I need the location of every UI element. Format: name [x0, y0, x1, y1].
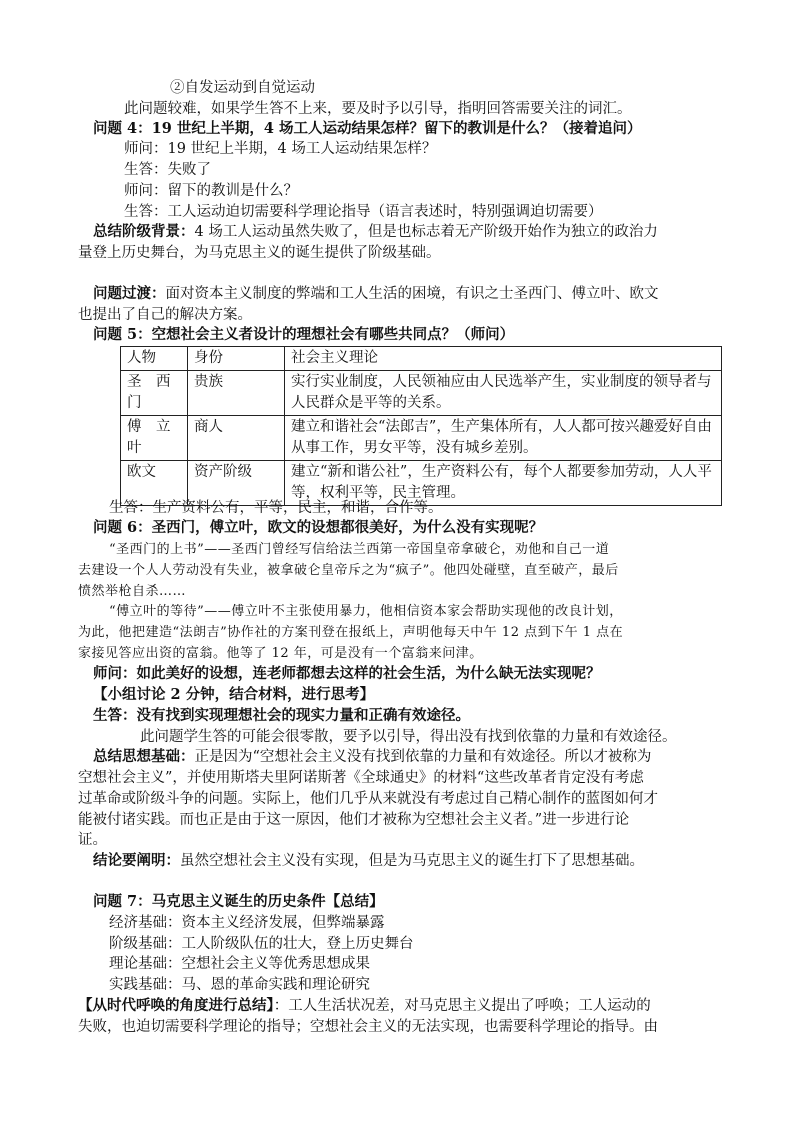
table-cell: 资产阶级 — [188, 461, 285, 506]
text-line: 生答：生产资料公有，平等，民主，和谐，合作等。 — [109, 500, 443, 516]
text-line: 过革命或阶级斗争的问题。实际上，他们几乎从来就没有考虑过自己精心制作的蓝图如何才 — [78, 791, 658, 807]
table-row — [121, 416, 722, 461]
text-line: 也提出了自己的解决方案。 — [78, 307, 252, 323]
summary-text: 4 场工人运动虽然失败了，但是也标志着无产阶级开始作为独立的政治力 — [194, 224, 658, 240]
question-5-heading: 问题 5：空想社会主义者设计的理想社会有哪些共同点？（师问） — [93, 326, 515, 343]
text-line: 空想社会主义”，并使用斯塔夫里阿诺斯著《全球通史》的材料“这些改革者肯定没有考虑 — [78, 770, 644, 786]
teacher-question: 师问：如此美好的设想，连老师都想去这样的社会生活，为什么缺无法实现呢？ — [93, 665, 601, 682]
question-7-heading: 问题 7：马克思主义诞生的历史条件【总结】 — [93, 893, 384, 910]
summary-text: 正是因为“空想社会主义没有找到依靠的力量和有效途径。所以才被称为 — [194, 749, 652, 765]
table-row — [121, 371, 722, 416]
table-header: 人物 — [121, 347, 188, 371]
summary-label: 【从时代呼唤的角度进行总结】 — [78, 997, 274, 1014]
table-cell: 傅 立叶 — [121, 416, 188, 461]
material-line: “傅立叶的等待”——傅立叶不主张使用暴力，他相信资本家会帮助实现他的改良计划， — [109, 604, 623, 619]
table-cell: 实行实业制度，人民领袖应由人民选举产生，实业制度的领导者与人民群众是平等的关系。 — [285, 371, 722, 416]
table-cell: 圣 西门 — [121, 371, 188, 416]
text-line: 此问题学生答的可能会很零散，要予以引导，得出没有找到依靠的力量和有效途径。 — [140, 729, 677, 745]
text-line: 理论基础：空想社会主义等优秀思想成果 — [109, 956, 370, 972]
table-header-row — [121, 347, 722, 371]
text-line: 师问：留下的教训是什么？ — [124, 183, 298, 199]
text-line — [78, 995, 651, 1017]
conclusion-label: 结论要阐明： — [93, 852, 180, 869]
text-line — [93, 850, 644, 872]
text-line — [93, 746, 651, 768]
utopian-socialists-table — [120, 346, 722, 506]
text-line: ②自发运动到自觉运动 — [170, 80, 315, 96]
summary-label: 总结阶级背景： — [93, 223, 195, 240]
material-line: 愤然举枪自杀…… — [78, 584, 187, 599]
text-line: 证。 — [78, 832, 107, 848]
transition-text: 面对资本主义制度的弊端和工人生活的困境，有识之士圣西门、傅立叶、欧文 — [165, 286, 659, 302]
material-line: 去建设一个人人劳动没有失业，被拿破仑皇帝斥之为“疯子”。他四处碰壁，直至破产，最后 — [78, 563, 619, 578]
table-header: 社会主义理论 — [285, 347, 722, 371]
text-line: 师问：19 世纪上半期，4 场工人运动结果怎样？ — [124, 141, 437, 157]
text-line — [93, 283, 659, 305]
table-header: 身份 — [188, 347, 285, 371]
summary-text: ：工人生活状况差，对马克思主义提出了呼唤；工人运动的 — [273, 998, 651, 1014]
text-line: 生答：失败了 — [124, 162, 211, 178]
table-cell: 贵族 — [188, 371, 285, 416]
text-line: 阶级基础：工人阶级队伍的壮大，登上历史舞台 — [109, 936, 414, 952]
text-line: 量登上历史舞台，为马克思主义的诞生提供了阶级基础。 — [78, 245, 441, 261]
table-cell: 商人 — [188, 416, 285, 461]
conclusion-text: 虽然空想社会主义没有实现，但是为马克思主义的诞生打下了思想基础。 — [180, 853, 644, 869]
transition-label: 问题过渡： — [93, 285, 166, 302]
table-cell: 欧文 — [121, 461, 188, 506]
text-line: 经济基础：资本主义经济发展，但弊端暴露 — [109, 915, 385, 931]
text-line: 实践基础：马、恩的革命实践和理论研究 — [109, 977, 370, 993]
material-line: 家接见答应出资的富翁。他等了 12 年，可是没有一个富翁来问津。 — [78, 646, 483, 661]
text-line — [93, 221, 658, 243]
question-4-heading: 问题 4：19 世纪上半期，4 场工人运动结果怎样？留下的教训是什么？（接着追问） — [93, 120, 642, 137]
summary-label: 总结思想基础： — [93, 748, 195, 765]
question-6-heading: 问题 6：圣西门，傅立叶，欧文的设想都很美好，为什么没有实现呢？ — [93, 519, 544, 536]
text-line: 失败，也迫切需要科学理论的指导；空想社会主义的无法实现，也需要科学理论的指导。由 — [78, 1019, 658, 1035]
group-discussion-note: 【小组讨论 2 分钟，结合材料，进行思考】 — [93, 686, 375, 703]
material-line: “圣西门的上书”——圣西门曾经写信给法兰西第一帝国皇帝拿破仑，劝他和自己一道 — [109, 542, 610, 557]
table-cell: 建立“新和谐公社”，生产资料公有，每个人都要参加劳动，人人平等，权利平等，民主管理。 — [285, 461, 722, 506]
text-line: 此问题较难，如果学生答不上来，要及时予以引导，指明回答需要关注的词汇。 — [124, 101, 632, 117]
text-line: 生答：工人运动迫切需要科学理论指导（语言表述时，特别强调迫切需要） — [124, 204, 603, 220]
material-line: 为此，他把建造“法朗吉”协作社的方案刊登在报纸上，声明他每天中午 12 点到下午 1 点在 — [78, 625, 624, 640]
text-line: 能被付诸实践。而也正是由于这一原因，他们才被称为空想社会主义者。”进一步进行论 — [78, 812, 630, 828]
student-answer: 生答：没有找到实现理想社会的现实力量和正确有效途径。 — [93, 707, 470, 724]
table-cell: 建立和谐社会“法郎吉”，生产集体所有，人人都可按兴趣爱好自由从事工作，男女平等，没有城乡差别。 — [285, 416, 722, 461]
